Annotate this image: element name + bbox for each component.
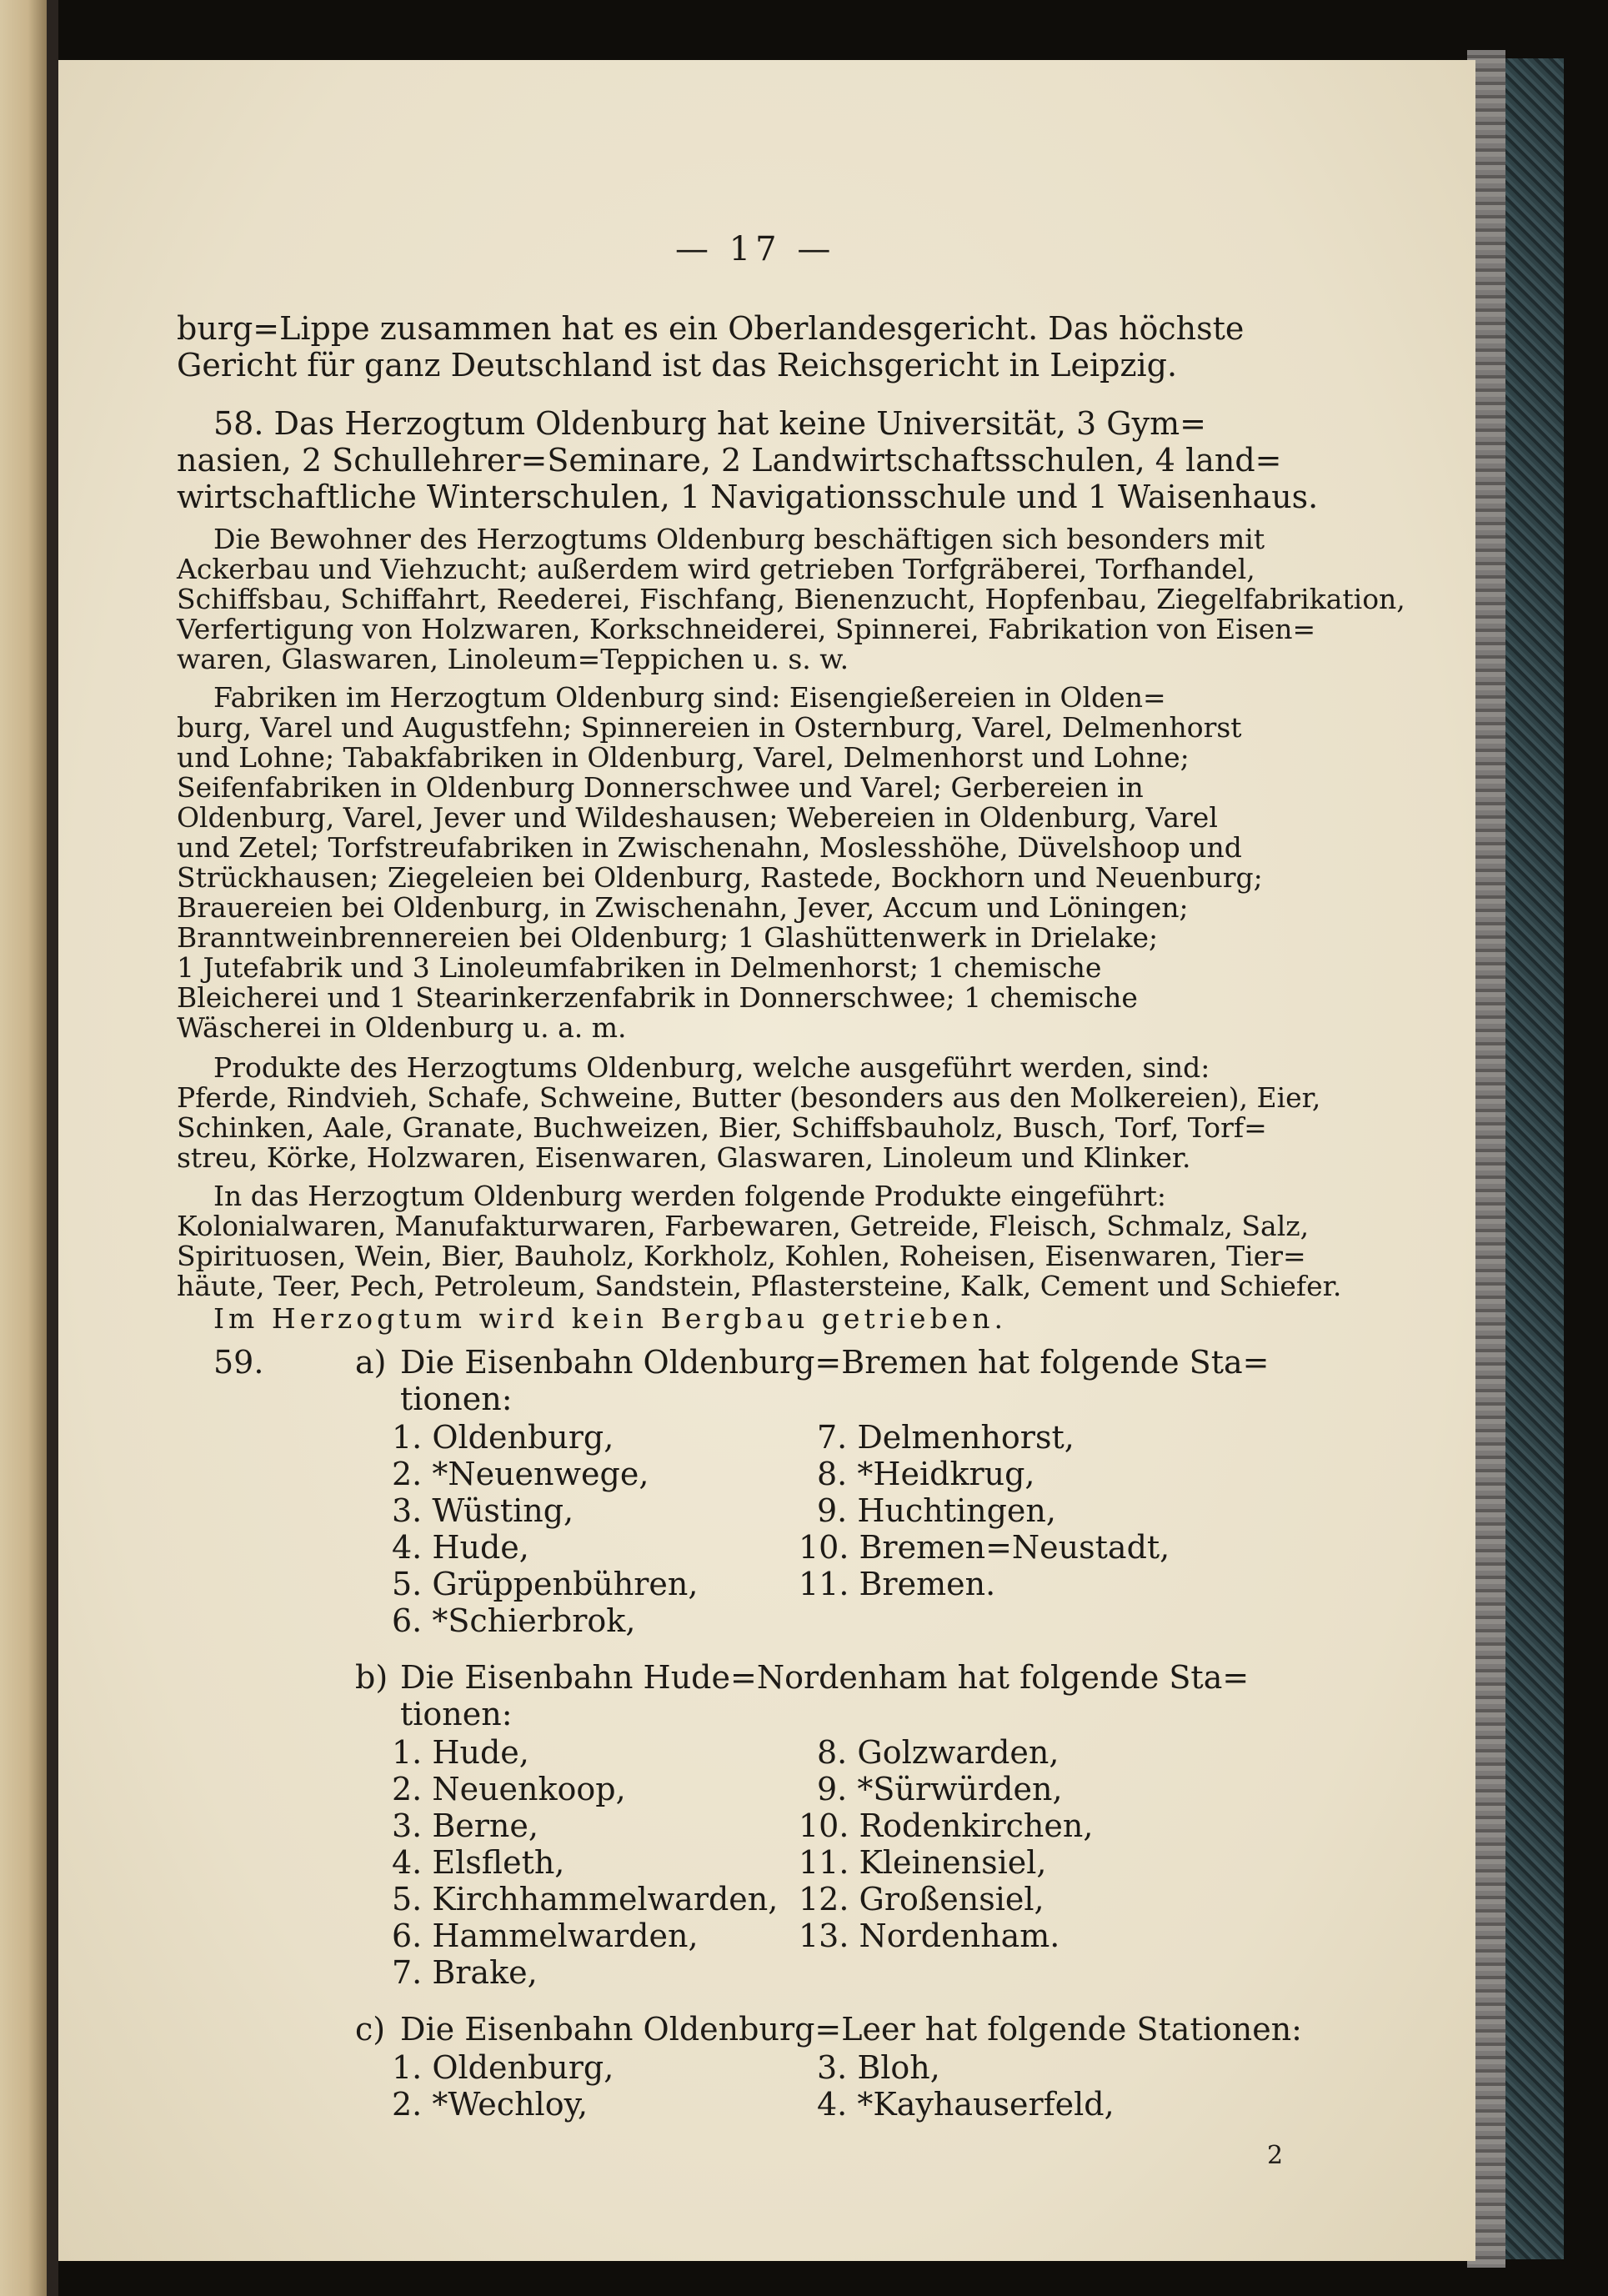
bewohner-line: Schiffsbau, Schiffahrt, Reederei, Fischfang, Bienenzucht, Hopfenbau, Ziegelfabrikation,: [177, 583, 1405, 615]
bewohner-line: Ackerbau und Viehzucht; außerdem wird getrieben Torfgräberei, Torfhandel,: [177, 553, 1255, 585]
einfuhr-line: Spirituosen, Wein, Bier, Bauholz, Korkholz, Kohlen, Roheisen, Eisenwaren, Tier=: [177, 1240, 1306, 1272]
left-page-edge: [0, 0, 47, 2296]
einfuhr-line: Kolonialwaren, Manufakturwaren, Farbewaren, Getreide, Fleisch, Schmalz, Salz,: [177, 1210, 1310, 1242]
list-b-marker: b): [355, 1659, 388, 1696]
section-58-line: wirtschaftliche Winterschulen, 1 Navigationsschule und 1 Waisenhaus.: [177, 479, 1319, 515]
produkte-line: streu, Körke, Holzwaren, Eisenwaren, Glaswaren, Linoleum und Klinker.: [177, 1141, 1191, 1174]
station-item: 6. *Schierbrok,: [392, 1602, 636, 1639]
book-page: [58, 60, 1475, 2261]
station-item: 12. Großensiel,: [799, 1881, 1044, 1918]
fabriken-line: Seifenfabriken in Oldenburg Donnerschwee und Varel; Gerbereien in: [177, 771, 1144, 804]
station-item: 5. Grüppenbühren,: [392, 1566, 699, 1602]
section-59-label: 59.: [213, 1344, 264, 1381]
station-item: 9. *Sürwürden,: [817, 1771, 1063, 1807]
list-b-heading-cont: tionen:: [400, 1696, 513, 1732]
fabriken-line: Bleicherei und 1 Stearinkerzenfabrik in Donnerschwee; 1 chemische: [177, 981, 1138, 1014]
fabriken-line: Wäscherei in Oldenburg u. a. m.: [177, 1011, 627, 1044]
list-a-heading-cont: tionen:: [400, 1381, 513, 1417]
signature-mark: 2: [1267, 2141, 1284, 2170]
intro-line: burg=Lippe zusammen hat es ein Oberlandesgericht. Das höchste: [177, 310, 1245, 347]
book-cover-edge: [1505, 58, 1564, 2259]
station-item: 7. Brake,: [392, 1954, 538, 1991]
station-item: 11. Kleinensiel,: [799, 1844, 1047, 1881]
fabriken-line: Brauereien bei Oldenburg, in Zwischenahn, Jever, Accum und Löningen;: [177, 891, 1189, 924]
fabriken-line: burg, Varel und Augustfehn; Spinnereien in Osternburg, Varel, Delmenhorst: [177, 711, 1242, 744]
section-58-line: nasien, 2 Schullehrer=Seminare, 2 Landwirtschaftsschulen, 4 land=: [177, 442, 1282, 479]
list-c-marker: c): [355, 2011, 386, 2048]
station-item: 1. Oldenburg,: [392, 1419, 614, 1456]
bewohner-line: waren, Glaswaren, Linoleum=Teppichen u. s. w.: [177, 643, 849, 675]
station-item: 1. Hude,: [392, 1734, 529, 1771]
station-item: 4. Hude,: [392, 1529, 529, 1566]
section-58-line: 58. Das Herzogtum Oldenburg hat keine Universität, 3 Gym=: [213, 405, 1206, 442]
fabriken-line: Strückhausen; Ziegeleien bei Oldenburg, Rastede, Bockhorn und Neuenburg;: [177, 861, 1263, 894]
einfuhr-line: häute, Teer, Pech, Petroleum, Sandstein, Pflastersteine, Kalk, Cement und Schiefer.: [177, 1270, 1342, 1302]
produkte-line: Schinken, Aale, Granate, Buchweizen, Bier, Schiffsbauholz, Busch, Torf, Torf=: [177, 1111, 1267, 1144]
fabriken-line: Fabriken im Herzogtum Oldenburg sind: Eisengießereien in Olden=: [213, 681, 1166, 714]
produkte-line: Produkte des Herzogtums Oldenburg, welche ausgeführt werden, sind:: [213, 1051, 1210, 1084]
book-spine: [47, 0, 58, 2296]
bergbau-line: Im Herzogtum wird kein Bergbau getrieben.: [213, 1302, 1007, 1335]
bewohner-line: Die Bewohner des Herzogtums Oldenburg beschäftigen sich besonders mit: [213, 523, 1265, 555]
station-item: 2. *Neuenwege,: [392, 1456, 649, 1492]
list-a-marker: a): [355, 1344, 387, 1381]
fabriken-line: Oldenburg, Varel, Jever und Wildeshausen; Webereien in Oldenburg, Varel: [177, 801, 1218, 834]
fabriken-line: 1 Jutefabrik und 3 Linoleumfabriken in Delmenhorst; 1 chemische: [177, 951, 1102, 984]
station-item: 10. Bremen=Neustadt,: [799, 1529, 1170, 1566]
einfuhr-line: In das Herzogtum Oldenburg werden folgende Produkte eingeführt:: [213, 1180, 1167, 1212]
station-item: 8. *Heidkrug,: [817, 1456, 1035, 1492]
fabriken-line: und Lohne; Tabakfabriken in Oldenburg, Varel, Delmenhorst und Lohne;: [177, 741, 1190, 774]
station-item: 3. Bloh,: [817, 2049, 940, 2086]
list-b-heading: Die Eisenbahn Hude=Nordenham hat folgende Sta=: [400, 1659, 1250, 1696]
fabriken-line: und Zetel; Torfstreufabriken in Zwischenahn, Moslesshöhe, Düvelshoop und: [177, 831, 1242, 864]
bewohner-line: Verfertigung von Holzwaren, Korkschneiderei, Spinnerei, Fabrikation von Eisen=: [177, 613, 1316, 645]
station-item: 1. Oldenburg,: [392, 2049, 614, 2086]
station-item: 6. Hammelwarden,: [392, 1918, 699, 1954]
fabriken-line: Branntweinbrennereien bei Oldenburg; 1 Glashüttenwerk in Drielake;: [177, 921, 1159, 954]
station-item: 8. Golzwarden,: [817, 1734, 1059, 1771]
station-item: 10. Rodenkirchen,: [799, 1807, 1094, 1844]
intro-line: Gericht für ganz Deutschland ist das Reichsgericht in Leipzig.: [177, 347, 1178, 384]
produkte-line: Pferde, Rindvieh, Schafe, Schweine, Butter (besonders aus den Molkereien), Eier,: [177, 1081, 1321, 1114]
station-item: 2. Neuenkoop,: [392, 1771, 626, 1807]
station-item: 7. Delmenhorst,: [817, 1419, 1075, 1456]
page-number: — 17 —: [675, 230, 836, 268]
station-item: 11. Bremen.: [799, 1566, 996, 1602]
station-item: 3. Wüsting,: [392, 1492, 574, 1529]
station-item: 4. Elsfleth,: [392, 1844, 565, 1881]
station-item: 9. Huchtingen,: [817, 1492, 1056, 1529]
station-item: 4. *Kayhauserfeld,: [817, 2086, 1115, 2123]
station-item: 2. *Wechloy,: [392, 2086, 589, 2123]
list-a-heading: Die Eisenbahn Oldenburg=Bremen hat folgende Sta=: [400, 1344, 1270, 1381]
station-item: 3. Berne,: [392, 1807, 539, 1844]
list-c-heading: Die Eisenbahn Oldenburg=Leer hat folgende Stationen:: [400, 2011, 1302, 2048]
station-item: 13. Nordenham.: [799, 1918, 1060, 1954]
station-item: 5. Kirchhammelwarden,: [392, 1881, 779, 1918]
